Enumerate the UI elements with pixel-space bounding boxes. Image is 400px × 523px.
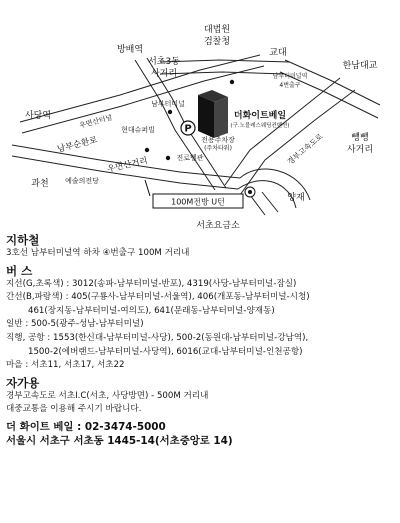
station-seocho3-line2: 사거리 bbox=[150, 69, 178, 79]
subway-title: 지하철 bbox=[6, 233, 40, 247]
car-title: 자가용 bbox=[6, 375, 40, 390]
landmark-arts-hall: 예술의전당 bbox=[65, 177, 99, 185]
road-woomyeon: 우면산터널 bbox=[78, 113, 114, 130]
tollgate-icon bbox=[245, 187, 255, 197]
station-hannam: 한남대교 bbox=[342, 61, 378, 71]
building-icon bbox=[198, 90, 228, 138]
landmark-the-white-bell-sub: (구.노블레스웨딩컨벤션) bbox=[230, 123, 290, 129]
station-yangjae: 양재 bbox=[287, 193, 305, 203]
subway-line: 3호선 남부터미널역 하차 ④번출구 100M 거리내 bbox=[6, 248, 190, 258]
station-court-line1: 대법원 bbox=[203, 25, 231, 35]
directions-info bbox=[6, 233, 398, 448]
car-line: 대중교통을 이용해 주시기 바랍니다. bbox=[6, 404, 142, 415]
station-bbaengbbaeng-line2: 사거리 bbox=[346, 145, 374, 155]
contact-phone: 더 화이트 베일 : 02-3474-5000 bbox=[6, 420, 166, 433]
bus-line: 마을 : 서초11, 서초17, 서초22 bbox=[6, 360, 125, 371]
landmark-the-white-bell: 더화이트베일 bbox=[233, 111, 287, 121]
station-seocho3-line1: 서초3동 bbox=[148, 57, 180, 67]
station-court-line2: 검찰청 bbox=[203, 37, 231, 47]
landmark-parking-line2: (주차타워) bbox=[204, 145, 232, 152]
landmark-nambu-terminal: 남부터미널 bbox=[151, 100, 185, 108]
landmark-jinro: 진로벨관 bbox=[176, 154, 204, 162]
car-line: 경부고속도로 서초I.C(서초, 사당방면) - 500M 거리내 bbox=[6, 390, 209, 401]
station-sadang: 사당역 bbox=[24, 111, 52, 121]
contact-address: 서울시 서초구 서초동 1445-14(서초중앙로 14) bbox=[6, 434, 233, 447]
landmark-nambu-terminal-station: 남부터미널역 bbox=[272, 73, 308, 80]
road-ohyeon: 우면산거리 bbox=[106, 155, 149, 175]
u-turn-label: 100M전방 U턴 bbox=[171, 197, 225, 207]
landmark-parking-line1: 전용주차장 bbox=[201, 136, 235, 144]
road-gyeongbu: 경부고속도로 bbox=[285, 131, 325, 167]
bus-line: 직행, 공항 : 1553(한신대-남부터미널-사당), 500-2(동원대-남부터미널-강남역), bbox=[6, 332, 309, 343]
landmark-hyundai: 현대슈퍼빌 bbox=[121, 126, 155, 134]
station-bangbae: 방배역 bbox=[116, 45, 144, 55]
station-gyodae: 교대 bbox=[269, 48, 287, 58]
road-nambu-sunhwan: 남부순환로 bbox=[56, 135, 99, 155]
bus-line: 지선(G,초록색) : 3012(송파-남부터미널-반포), 4319(사당-남부터미널-잠실) bbox=[6, 278, 297, 289]
bus-title: 버 스 bbox=[6, 263, 33, 278]
station-gwacheon: 과천 bbox=[31, 179, 49, 189]
bus-line: 간선(B,파랑색) : 405(구룡사-남부터미널-서울역), 406(개포동-남부터미널-시청) bbox=[6, 292, 310, 303]
bus-line: 일반 : 500-5(광주-성남-남부터미널) bbox=[6, 319, 144, 330]
location-map bbox=[0, 0, 400, 232]
landmark-exit4: 4번출구 bbox=[279, 82, 301, 89]
station-seocho-office: 서초요금소 bbox=[196, 221, 240, 231]
svg-text:P: P bbox=[184, 123, 192, 135]
station-bbaengbbaeng-line1: 뺑뺑 bbox=[351, 133, 369, 143]
bus-line: 461(장지동-남부터미널-여의도), 641(문래동-남부터미널-양재동) bbox=[28, 305, 275, 316]
road-network bbox=[12, 55, 380, 215]
bus-line: 1500-2(에버랜드-남부터미널-사당역), 6016(교대-남부터미널-인천공항) bbox=[28, 346, 303, 357]
parking-icon bbox=[181, 121, 195, 135]
